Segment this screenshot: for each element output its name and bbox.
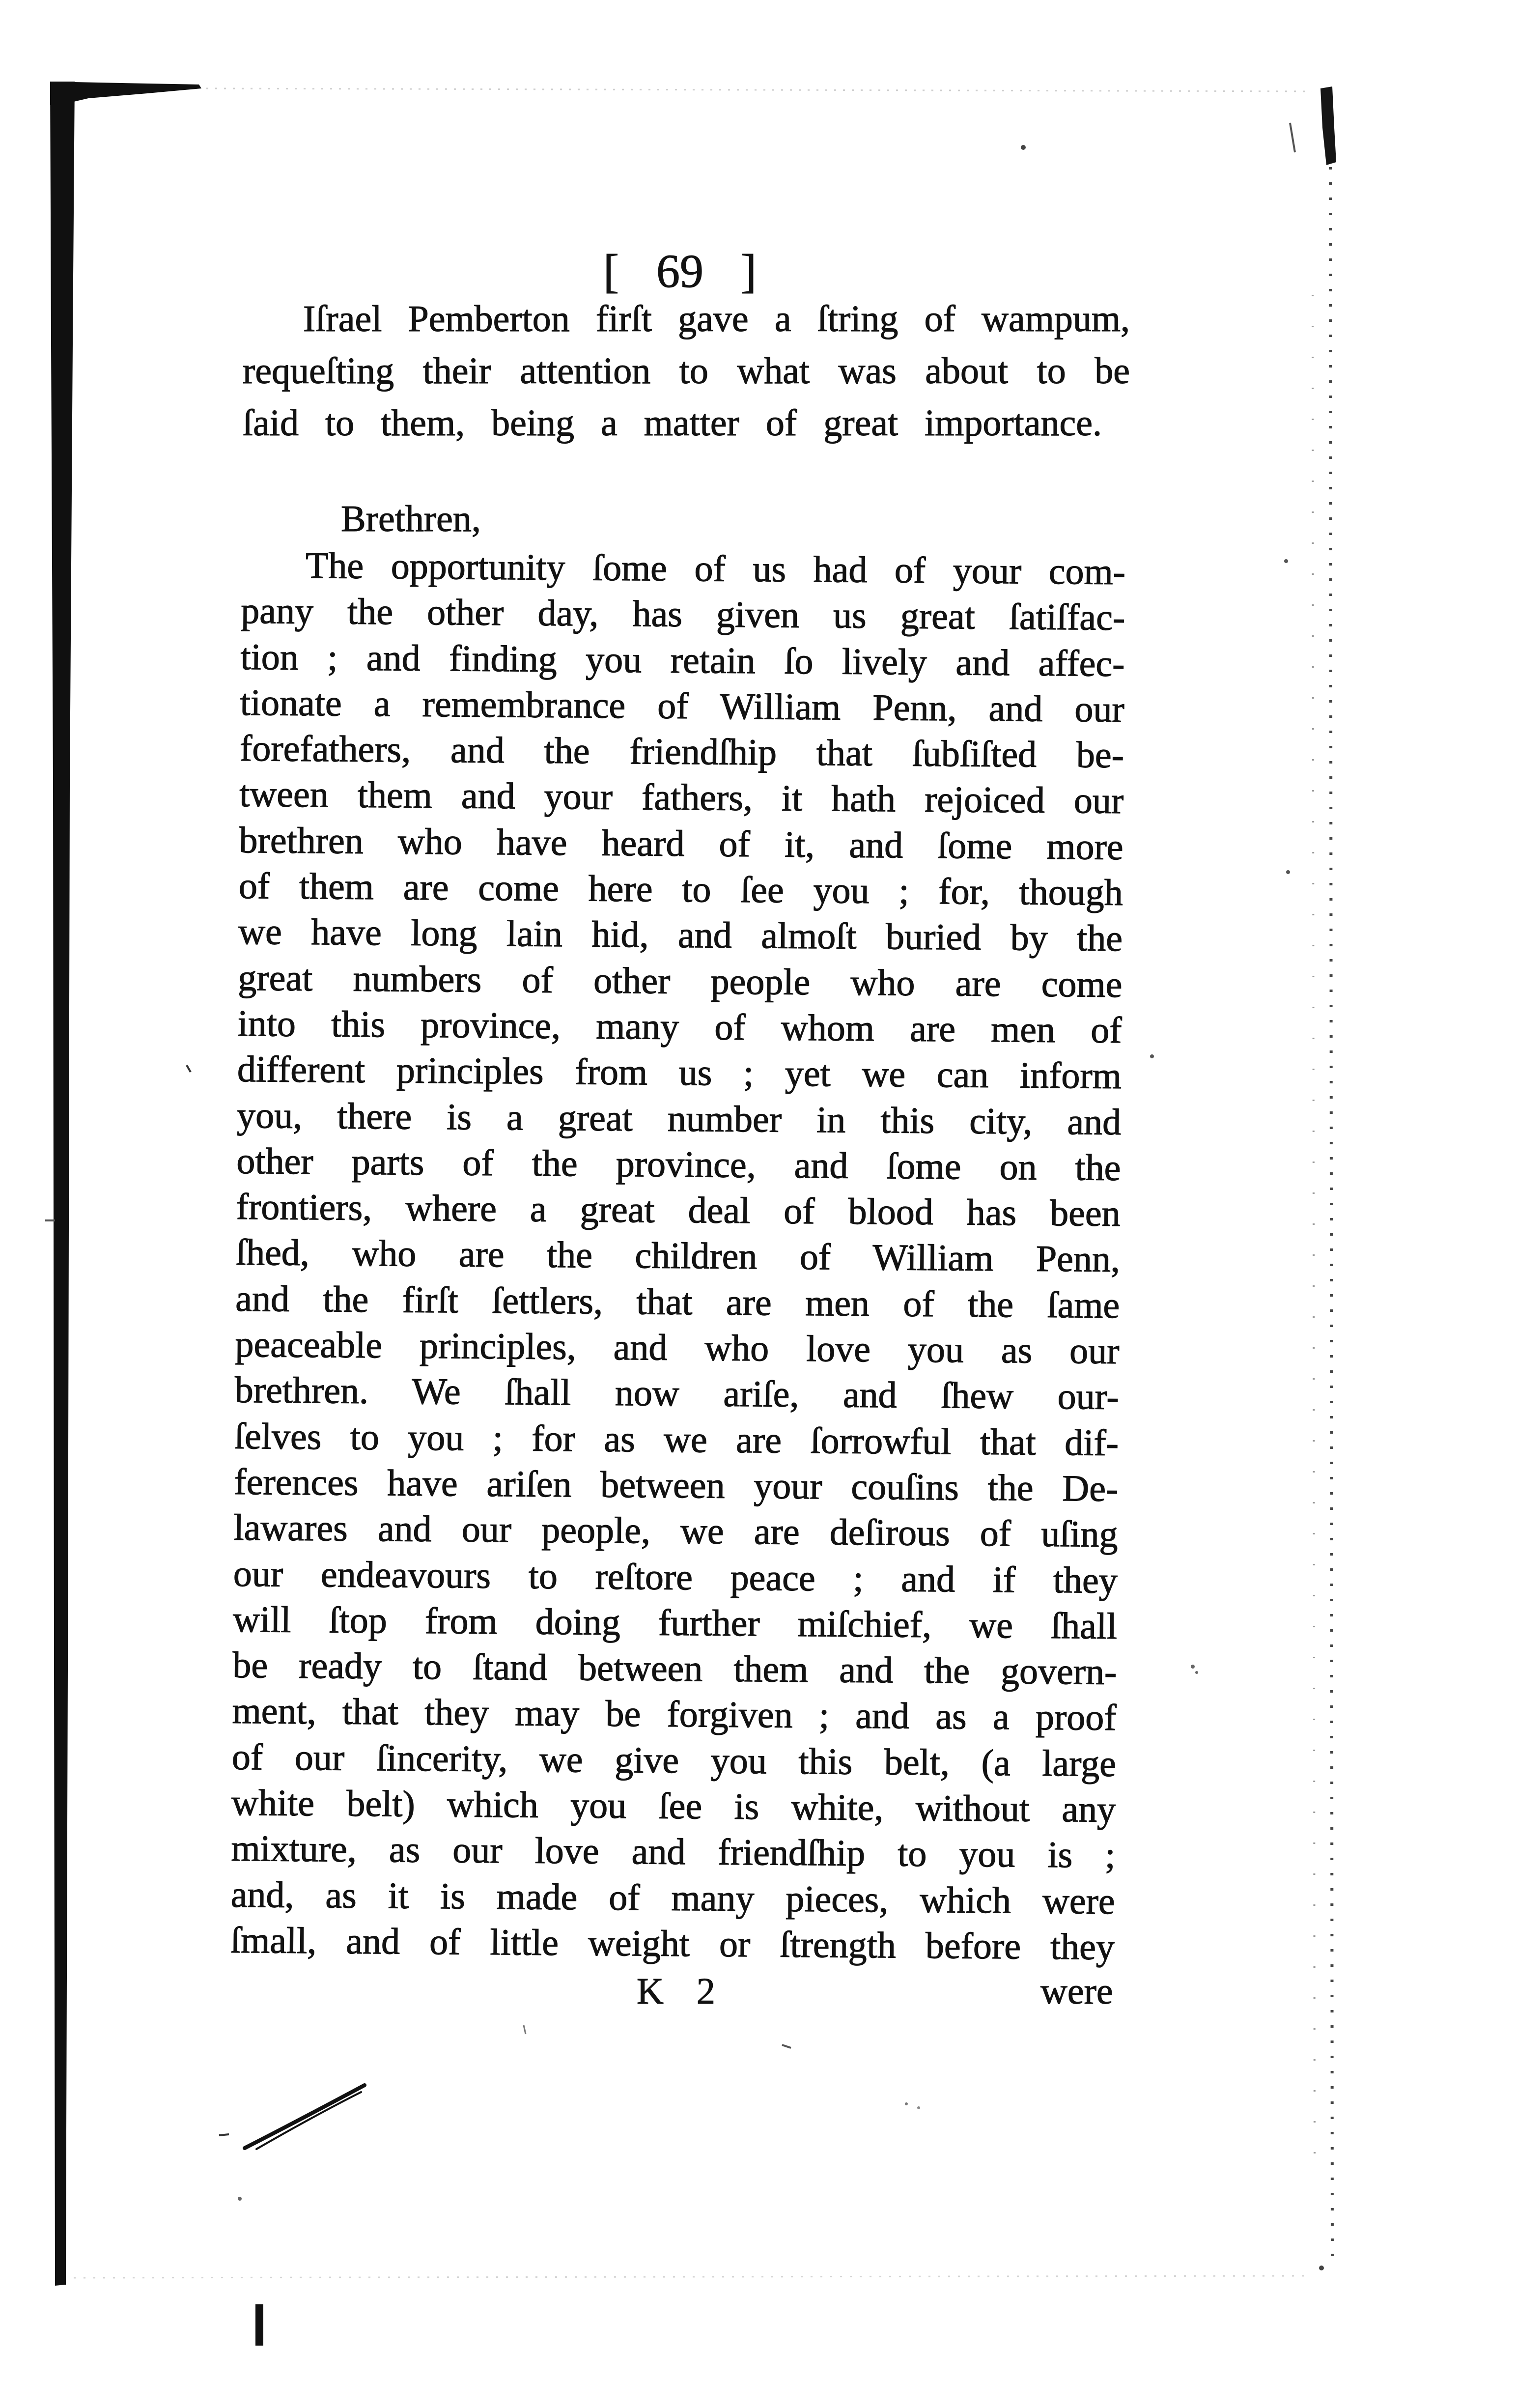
catchword: were	[1040, 1971, 1113, 2012]
address-line: tween them and your fathers, it hath rejoiced our	[239, 773, 1124, 822]
address-line: and the firſt ſettlers, that are men of the ſame	[235, 1277, 1120, 1326]
intro-paragraph	[243, 293, 1130, 449]
address-line: tion ; and finding you retain ſo lively and affec-	[240, 636, 1125, 684]
address-line: great numbers of other people who are come	[238, 957, 1123, 1005]
address-line: pany the other day, has given us great ſatiſfac-	[240, 590, 1125, 639]
address-line: The opportunity ſome of us had of your com-	[305, 545, 1126, 593]
address-line: tionate a remembrance of William Penn, and our	[240, 681, 1125, 730]
address-line: brethren who have heard of it, and ſome more	[239, 819, 1123, 868]
dust-speck	[1191, 1665, 1195, 1669]
address-line: and, as it is made of many pieces, which were	[230, 1873, 1116, 1922]
address-line: our endeavours to reſtore peace ; and if they	[233, 1553, 1118, 1601]
dust-speck	[1284, 559, 1288, 563]
intro-line: ſaid to them, being a matter of great importance.	[243, 402, 1102, 444]
address-line: other parts of the province, and ſome on the	[236, 1140, 1121, 1189]
address-line: of them are come here to ſee you ; for, though	[238, 865, 1123, 914]
address-line: we have long lain hid, and almoſt buried by the	[238, 911, 1123, 960]
dust-speck	[238, 2197, 242, 2201]
address-line: forefathers, and the friendſhip that ſubſiſted be-	[239, 728, 1124, 776]
signature-mark: K 2	[637, 1971, 715, 2012]
address-line: mixture, as our love and friendſhip to you is ;	[231, 1828, 1116, 1876]
address-line: white belt) which you ſee is white, without any	[231, 1782, 1116, 1831]
dust-speck	[524, 2025, 526, 2034]
margin-tick	[219, 2134, 229, 2135]
dust-speck	[905, 2102, 908, 2105]
right-edge-shadow	[1320, 86, 1336, 165]
bottom-edge-dotted-rule	[74, 2276, 1312, 2278]
intro-line: requeſting their attention to what was about to be	[243, 350, 1130, 392]
address-line: will ſtop from doing further miſchief, we ſhall	[232, 1598, 1118, 1647]
margin-tick	[1290, 123, 1295, 152]
address-line: lawares and our people, we are deſirous of uſing	[233, 1507, 1118, 1556]
address-line: ſelves to you ; for as we are ſorrowful that dif-	[234, 1415, 1119, 1464]
dust-speck	[187, 1065, 191, 1072]
top-corner-stroke	[50, 82, 201, 105]
dust-speck	[917, 2106, 920, 2109]
pen-stroke	[256, 2092, 361, 2149]
salutation: Brethren,	[341, 498, 481, 539]
address-line: ſhed, who are the children of William Penn,	[235, 1232, 1121, 1280]
top-edge-dotted-rule	[206, 88, 1312, 91]
address-line: of our ſincerity, we give you this belt, (a large	[231, 1736, 1117, 1785]
address-line: frontiers, where a great deal of blood has been	[236, 1186, 1121, 1235]
address-line: peaceable principles, and who love you as our	[235, 1323, 1120, 1372]
address-line: different principles from us ; yet we can inform	[237, 1048, 1122, 1097]
address-line: you, there is a great number in this city, and	[236, 1094, 1122, 1143]
address-line: ſmall, and of little weight or ſtrength before they	[230, 1919, 1115, 1968]
address-line: brethren. We ſhall now ariſe, and ſhew our-	[234, 1369, 1120, 1418]
address-paragraph	[230, 542, 1126, 1970]
dust-speck	[1021, 145, 1026, 150]
dust-speck	[1319, 2266, 1324, 2270]
intro-line: Iſrael Pemberton firſt gave a ſtring of wampum,	[303, 298, 1130, 340]
right-edge-dots	[1330, 167, 1332, 2260]
dust-speck	[782, 2045, 791, 2048]
page-number-heading: [ 69 ]	[603, 245, 757, 297]
pen-stroke	[245, 2085, 365, 2148]
dust-speck	[1150, 1054, 1154, 1058]
address-line: into this province, many of whom are men of	[237, 1002, 1122, 1051]
address-line: ferences have ariſen between your couſins the De-	[234, 1461, 1119, 1509]
bottom-margin-mark	[255, 2304, 263, 2346]
address-line: ment, that they may be forgiven ; and as a proof	[232, 1690, 1117, 1739]
dust-speck	[1286, 870, 1290, 874]
right-edge-dots	[1313, 295, 1315, 2162]
address-line: be ready to ſtand between them and the govern-	[232, 1644, 1117, 1693]
dust-speck	[1195, 1671, 1198, 1674]
binding-shadow	[50, 82, 75, 2286]
